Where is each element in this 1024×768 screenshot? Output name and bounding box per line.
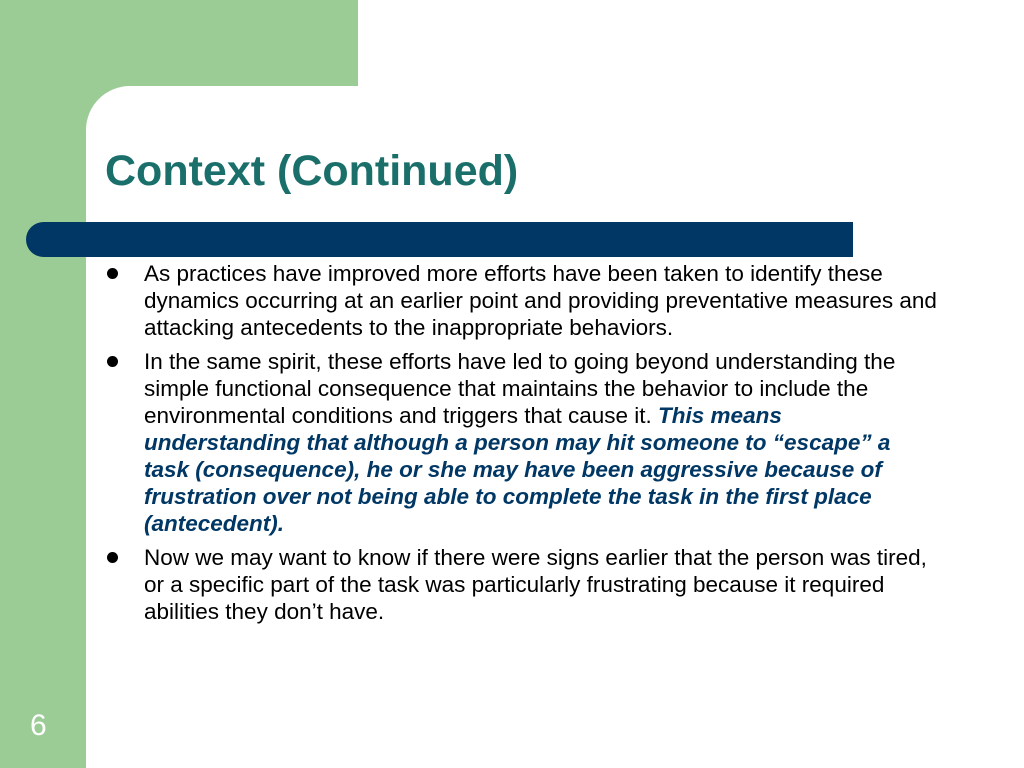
bullet-list	[104, 260, 940, 632]
bullet-dot-icon	[107, 356, 118, 367]
bullet-item	[104, 260, 940, 341]
title-divider-bar	[26, 222, 853, 257]
bullet-text: Now we may want to know if there were signs earlier that the person was tired, or a specific part of the task was particularly frustrating because it required abilities they don’t have.	[144, 545, 927, 624]
slide-number: 6	[30, 709, 47, 742]
bullet-emphasis-text: This means understanding that although a person may hit someone to “escape” a task (consequence), he or she may have been aggressive because of frustration over not being able to complete the task in the first place (antecedent).	[144, 403, 891, 536]
background-panel-top	[358, 0, 1024, 86]
bullet-item	[104, 348, 940, 537]
bullet-text: As practices have improved more efforts have been taken to identify these dynamics occurring at an earlier point and providing preventative measures and attacking antecedents to the inappropriate behaviors.	[144, 261, 937, 340]
bullet-item	[104, 544, 940, 625]
bullet-text: In the same spirit, these efforts have led to going beyond understanding the simple functional consequence that maintains the behavior to include the environmental conditions and triggers that cause it.	[144, 349, 896, 428]
slide-title: Context (Continued)	[105, 147, 519, 195]
bullet-dot-icon	[107, 268, 118, 279]
bullet-dot-icon	[107, 552, 118, 563]
